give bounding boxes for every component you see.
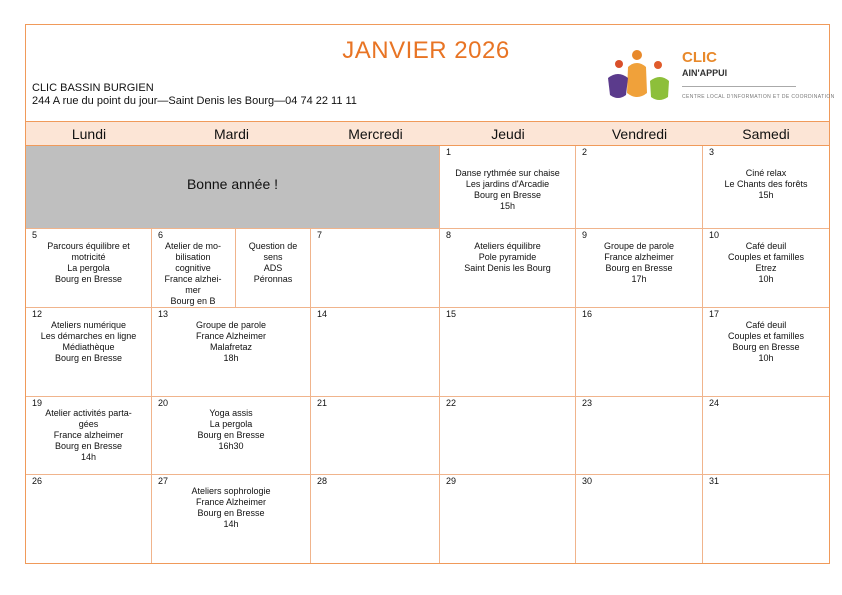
event-text: Ateliers numérique Les démarches en ligne Médiathèque Bourg en Bresse [40,320,137,363]
day-number: 7 [317,230,323,240]
organization-address: 244 A rue du point du jour—Saint Denis les Bourg—04 74 22 11 11 [32,95,357,107]
event-text: Café deuil Couples et familles Bourg en Bresse 10h [727,320,805,363]
calendar-page [25,24,835,564]
event-text: Ateliers équilibre Pole pyramide Saint Denis les Bourg [464,241,551,273]
holiday-message: Bonne année ! [186,176,279,192]
day-number: 27 [158,476,169,486]
day-cell[interactable] [576,229,703,308]
day-vendredi: Vendredi [611,126,668,142]
day-cell[interactable] [576,308,703,397]
day-cell[interactable] [152,308,311,397]
day-cell[interactable] [703,146,829,229]
event-text: Danse rythmée sur chaise Les jardins d'Arcadie Bourg en Bresse 15h [455,168,560,211]
day-cell[interactable] [440,308,576,397]
day-cell[interactable] [311,397,440,475]
day-cell[interactable] [152,397,311,475]
people-logo-icon [606,45,676,105]
day-cell[interactable] [440,475,576,563]
day-cell[interactable] [152,229,311,308]
day-number: 5 [32,230,38,240]
day-number: 31 [709,476,720,486]
event-text: Question de sens ADS Péronnas [248,241,298,284]
header [26,25,835,121]
organization-name: CLIC BASSIN BURGIEN [32,82,154,94]
day-number: 13 [158,309,169,319]
day-cell[interactable] [576,397,703,475]
day-number: 15 [446,309,457,319]
weekday-header [26,121,829,146]
day-number: 22 [446,398,457,408]
day-number: 26 [32,476,43,486]
day-number: 20 [158,398,169,408]
day-mercredi: Mercredi [348,126,403,142]
day-cell[interactable] [311,229,440,308]
day-cell[interactable] [576,475,703,563]
day-number: 1 [446,147,452,157]
calendar-grid [26,146,829,563]
day-cell[interactable] [576,146,703,229]
day-cell[interactable] [703,229,829,308]
day-number: 19 [32,398,43,408]
event-text: Groupe de parole France alzheimer Bourg en Bresse 17h [603,241,675,284]
day-number: 14 [317,309,328,319]
logo-subtitle: AIN'APPUI [682,68,728,78]
cell-divider [235,229,236,307]
day-cell[interactable] [152,475,311,563]
event-text: Ateliers sophrologie France Alzheimer Bourg en Bresse 14h [191,486,271,529]
event-text: Ciné relax Le Chants des forêts 15h [724,168,808,200]
day-number: 3 [709,147,715,157]
day-cell[interactable] [26,397,152,475]
holiday-banner [26,146,440,229]
day-number: 30 [582,476,593,486]
day-mardi: Mardi [213,126,249,142]
day-cell[interactable] [26,308,152,397]
day-number: 8 [446,230,452,240]
event-text: Yoga assis La pergola Bourg en Bresse 16h30 [197,408,265,451]
day-number: 16 [582,309,593,319]
day-number: 6 [158,230,164,240]
day-samedi: Samedi [742,126,790,142]
day-number: 23 [582,398,593,408]
day-number: 24 [709,398,720,408]
event-text: Atelier de mo- bilisation cognitive France alzhei- mer Bourg en B [164,241,222,306]
day-number: 28 [317,476,328,486]
day-cell[interactable] [440,229,576,308]
day-cell[interactable] [311,475,440,563]
event-text: Groupe de parole France Alzheimer Malafretaz 18h [195,320,267,363]
day-number: 10 [709,230,720,240]
day-cell[interactable] [26,475,152,563]
day-number: 17 [709,309,720,319]
day-jeudi: Jeudi [491,126,525,142]
day-cell[interactable] [703,308,829,397]
page-title: JANVIER 2026 [342,37,510,64]
day-number: 9 [582,230,588,240]
event-text: Parcours équilibre et motricité La pergola Bourg en Bresse [47,241,130,284]
day-cell[interactable] [440,146,576,229]
day-cell[interactable] [440,397,576,475]
logo-tagline: CENTRE LOCAL D'INFORMATION ET DE COORDINATION [682,94,835,100]
day-number: 21 [317,398,328,408]
day-cell[interactable] [703,397,829,475]
event-text: Atelier activités parta- gées France alzheimer Bourg en Bresse 14h [45,408,132,462]
day-number: 12 [32,309,43,319]
clic-logo [606,45,835,105]
day-lundi: Lundi [71,126,107,142]
logo-brand: CLIC [682,49,717,66]
day-number: 29 [446,476,457,486]
day-number: 2 [582,147,588,157]
logo-divider [682,86,796,87]
day-cell[interactable] [703,475,829,563]
day-cell[interactable] [311,308,440,397]
event-text: Café deuil Couples et familles Etrez 10h [727,241,805,284]
day-cell[interactable] [26,229,152,308]
